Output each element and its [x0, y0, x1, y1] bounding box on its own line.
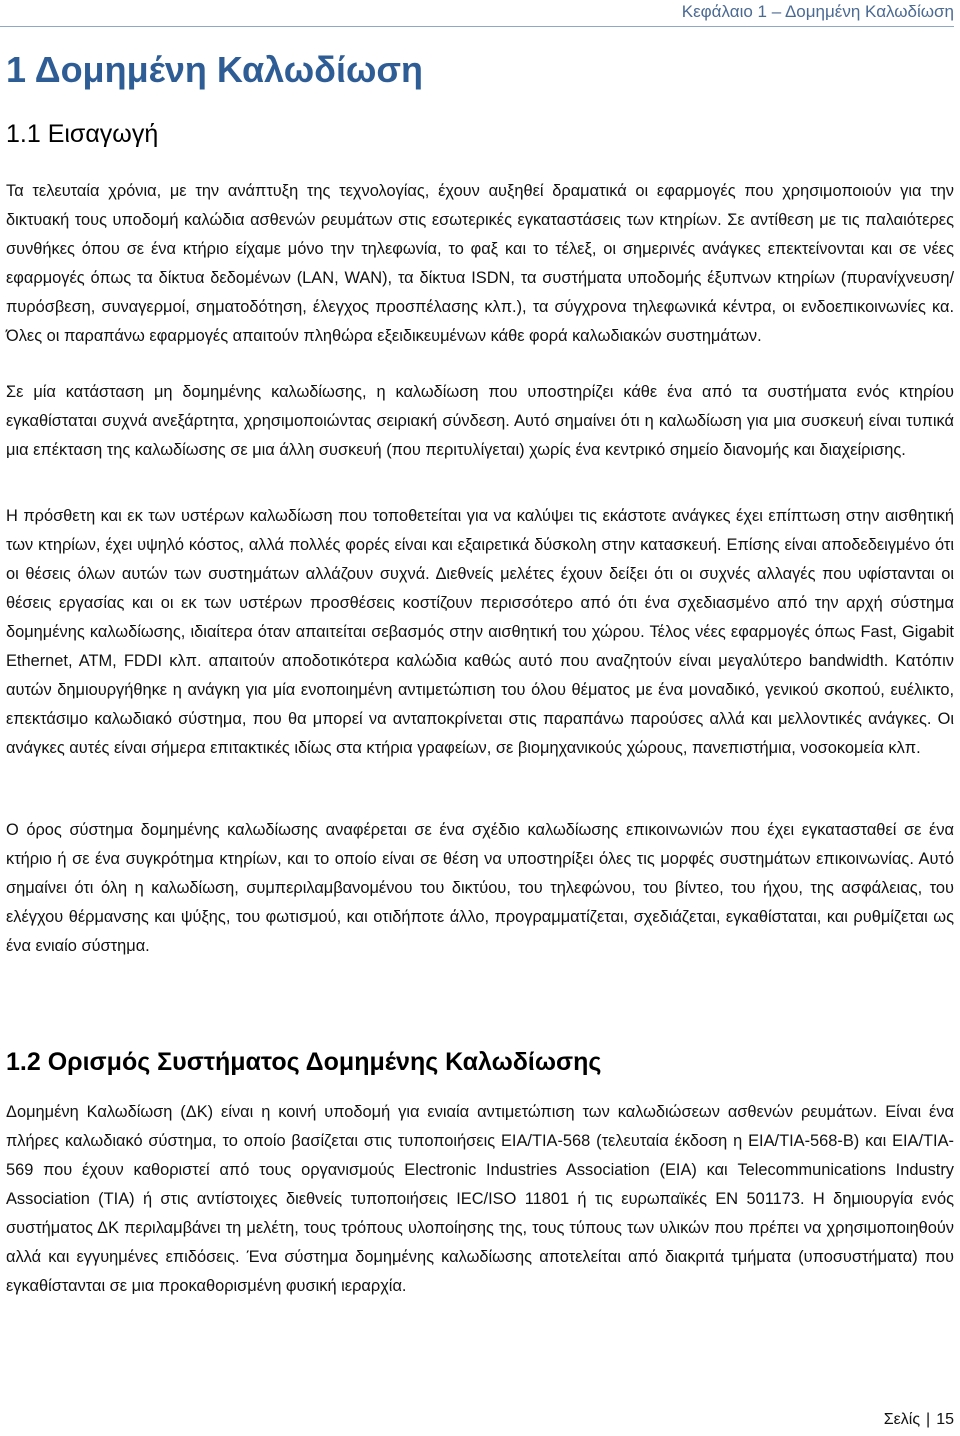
section-heading-introduction: 1.1 Εισαγωγή	[6, 120, 159, 148]
paragraph: Η πρόσθετη και εκ των υστέρων καλωδίωση που τοποθετείται για να καλύψει τις εκάστοτε ανάγκες έχει επίπτωση στην αισθητική των κτηρίων, έχει υψηλό κόστος, αλλά πολλές φορές είναι και εξαιρετικά δύσκολη στην κατασκευή. Επίσης είναι αποδεδειγμένο ότι οι θέσεις όλων αυτών των συστημάτων αλλάζουν συχνά. Διεθνείς μελέτες έχουν δείξει ότι οι συχνές αλλαγές που υφίστανται οι θέσεις εργασίας και οι εκ των υστέρων προσθέσεις κοστίζουν περισσότερο από ότι ένα σχεδιασμένο από την αρχή σύστημα δομημένης καλωδίωσης, ιδιαίτερα όταν απαιτείται σεβασμός στην αισθητική του χώρου. Τέλος νέες εφαρμογές όπως Fast, Gigabit Ethernet, ATM, FDDI κλπ. απαιτούν αποδοτικότερα καλώδια καθώς αυτό που αναζητούν είναι μεγαλύτερο bandwidth. Κατόπιν αυτών δημιουργήθηκε η ανάγκη για μία ενοποιημένη αντιμετώπιση του όλου θέματος με ένα μοναδικό, γενικού σκοπού, ευέλικτο, επεκτάσιμο καλωδιακό σύστημα, που θα μπορεί να ανταποκρίνεται στις παραπάνω παρούσες αλλά και μελλοντικές ανάγκες. Οι ανάγκες αυτές είναι σήμερα επιτακτικές ιδίως στα κτήρια γραφείων, σε βιομηχανικούς χώρους, πανεπιστήμια, νοσοκομεία κλπ.	[6, 507, 954, 757]
paragraph: Δομημένη Καλωδίωση (ΔΚ) είναι η κοινή υποδομή για ενιαία αντιμετώπιση των καλωδιώσεων ασθενών ρευμάτων. Είναι ένα πλήρες καλωδιακό σύστημα, το οποίο βασίζεται στις τυποποιήσεις EIA/TIA-568 (τελευταία έκδοση η EIA/TIA-568-B) και EIA/TIA-569 που έχουν καθοριστεί από τους οργανισμούς Electronic Industries Association (EIA) και Telecommunications Industry Association (TIA) ή στις αντίστοιχες διεθνείς τυποποιήσεις IEC/ISO 11801 ή τις ευρωπαϊκές EN 501173. Η δημιουργία ενός συστήματος ΔΚ περιλαμβάνει τη μελέτη, τους τρόπους υλοποίησης της, τους τύπους των υλικών που πρέπει να χρησιμοποιηθούν αλλά και εγγυημένες επιδόσεις. Ένα σύστημα δομημένης καλωδίωσης αποτελείται από διακριτά τμήματα (υποσυστήματα) που εγκαθίστανται σε μια προκαθορισμένη φυσική ιεραρχία.	[6, 1103, 954, 1295]
page-separator: |	[926, 1411, 931, 1428]
paragraph: Ο όρος σύστημα δομημένης καλωδίωσης αναφέρεται σε ένα σχέδιο καλωδίωσης επικοινωνιών που έχει εγκατασταθεί σε ένα κτήριο ή σε ένα συγκρότημα κτηρίων, και το οποίο είναι σε θέση να υποστηρίξει όλες τις μορφές συστημάτων επικοινωνίας. Αυτό σημαίνει ότι όλη η καλωδίωση, συμπεριλαμβανομένου του δικτύου, του τηλεφώνου, του βίντεο, του ήχου, της ασφάλειας, του ελέγχου θέρμανσης και ψύξης, του φωτισμού, και οτιδήποτε άλλο, προγραμματίζεται, σχεδιάζεται, εγκαθίσταται, και ρυθμίζεται ως ένα ενιαίο σύστημα.	[6, 821, 954, 955]
paragraph: Τα τελευταία χρόνια, με την ανάπτυξη της τεχνολογίας, έχουν αυξηθεί δραματικά οι εφαρμογές που χρησιμοποιούν για την δικτυακή τους υποδομή καλώδια ασθενών ρευμάτων στις εσωτερικές εγκαταστάσεις των κτηρίων. Σε αντίθεση με τις παλαιότερες συνθήκες όπου σε ένα κτήριο είχαμε μόνο την τηλεφωνία, το φαξ και το τέλεξ, οι σημερινές ανάγκες επεκτείνονται και σε νέες εφαρμογές όπως τα δίκτυα δεδομένων (LAN, WAN), τα δίκτυα ISDN, τα συστήματα υποδομής έξυπνων κτηρίων (πυρανίχνευση/πυρόσβεση, συναγερμοί, σηματοδότηση, έλεγχος προσπέλασης κλπ.), τα σύγχρονα τηλεφωνικά κέντρα, οι ενδοεπικοινωνίες κα. Όλες οι παραπάνω εφαρμογές απαιτούν πληθώρα εξειδικευμένων κάθε φορά καλωδιακών συστημάτων.	[6, 182, 954, 345]
running-header	[0, 0, 954, 27]
page-label: Σελίς	[883, 1411, 921, 1428]
chapter-title: 1 Δομημένη Καλωδίωση	[6, 49, 424, 90]
paragraph: Σε μία κατάσταση μη δομημένης καλωδίωσης, η καλωδίωση που υποστηρίζει κάθε ένα από τα συστήματα ενός κτηρίου εγκαθίσταται συχνά ανεξάρτητα, χρησιμοποιώντας σειριακή σύνδεση. Αυτό σημαίνει ότι η καλωδίωση για μια συσκευή είναι τυπικά μια επέκταση της καλωδίωσης σε μια άλλη συσκευή (που περιτυλίγεται) χωρίς ένα κεντρικό σημείο διανομής και διαχείρισης.	[6, 383, 954, 459]
section-heading-definition: 1.2 Ορισμός Συστήματος Δομημένης Καλωδίωσης	[6, 1048, 602, 1076]
page-footer	[884, 1409, 954, 1431]
running-header-title: Κεφάλαιο 1 – Δομημένη Καλωδίωση	[681, 2, 954, 21]
page-number: 15	[936, 1411, 954, 1428]
